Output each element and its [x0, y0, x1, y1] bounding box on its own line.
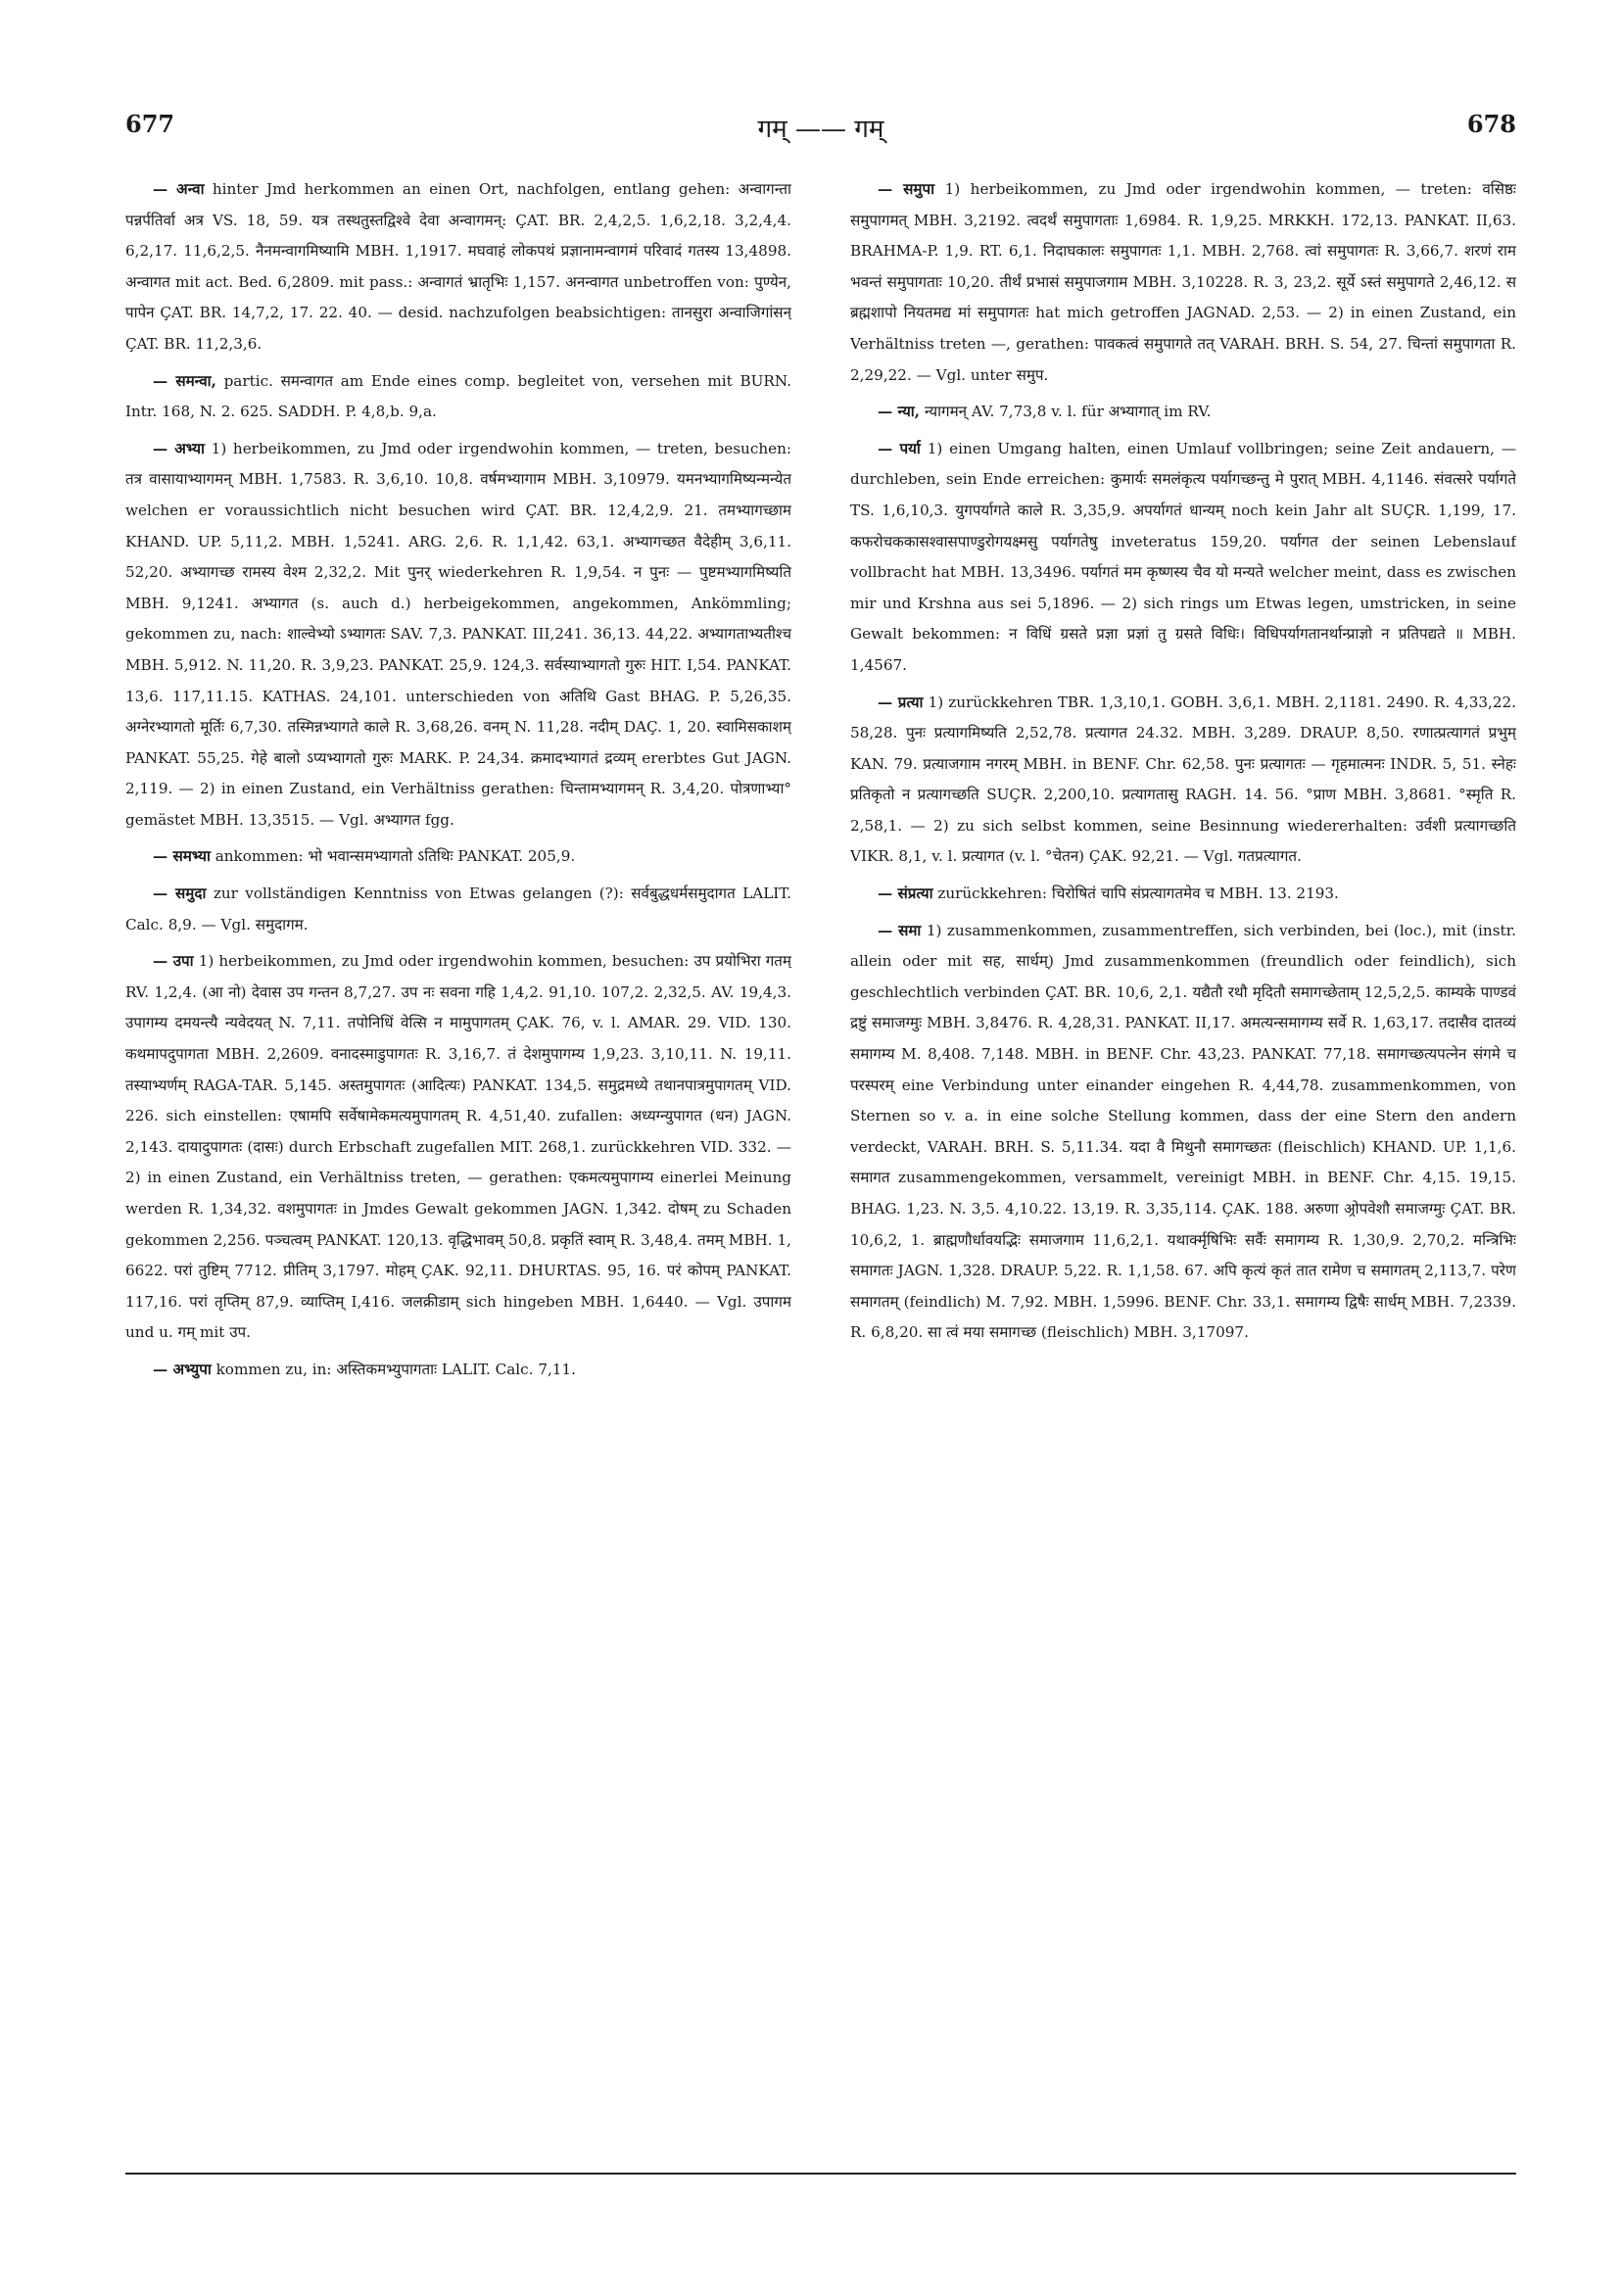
page-bottom-rule: [125, 2173, 1516, 2175]
entry-lemma: — अन्वा: [153, 180, 205, 198]
left-page-number: 677: [125, 110, 175, 138]
page-header: [125, 110, 1516, 149]
entry-lemma: — समभ्या: [153, 847, 211, 866]
entry-text: 1) zurückkehren TBR. 1,3,10,1. GOBH. 3,6,1. MBH. 2,1181. 2490. R. 4,33,22. 58,28. पुनः प्रत्यागमिष्यति 2,52,78. प्रत्यागत 24.32. MBH. 3,289. DRAUP. 8,50. रणात्प्रत्यागतं प्रभुम् KAN. 79. प्रत्याजगाम नगरम् MBH. in BENF. Chr. 62,58. पुनः प्रत्यागतः — गृहमात्मनः INDR. 5, 51. स्नेहः प्रतिकृतो न प्रत्यागच्छति SUÇR. 2,200,10. प्रत्यागतासु RAGH. 14. 56. °प्राण MBH. 3,8681. °स्मृति R. 2,58,1. — 2) zu sich selbst kommen, seine Besinnung wiedererhalten: उर्वशी प्रत्यागच्छति VIKR. 8,1, v. l. प्रत्यागत (v. l. °चेतन) ÇAK. 92,21. — Vgl. गतप्रत्यागत.: [850, 693, 1516, 866]
entry-lemma: — न्या,: [878, 403, 920, 421]
dictionary-entry: [850, 879, 1516, 910]
entry-lemma: — अभ्या: [153, 439, 205, 457]
entry-text: 1) herbeikommen, zu Jmd oder irgendwohin kommen, besuchen: उप प्रयोभिरा गतम् RV. 1,2,4. (आ नो) देवास उप गन्तन 8,7,27. उप नः सवना गहि 1,4,2. 91,10. 107,2. 2,32,5. AV. 19,4,3. उपागम्य दमयन्त्यै न्यवेदयत् N. 7,11. तपोनिधिं वेत्सि न मामुपागतम् ÇAK. 76, v. l. AMAR. 29. VID. 130. कथमापदुपागता MBH. 2,2609. वनादस्माडुपागतः R. 3,16,7. तं देशमुपागम्य 1,9,23. 3,10,11. N. 19,11. तस्याभ्यर्णम् RAGA-TAR. 5,145. अस्तमुपागतः (आदित्यः) PANKAT. 134,5. समुद्रमध्ये तथानपात्रमुपागतम् VID. 226. sich einstellen: एषामपि सर्वेषामेकमत्यमुपागतम् R. 4,51,40. zufallen: अध्यग्न्युपागत (धन) JAGN. 2,143. दायादुपागतः (दासः) durch Erbschaft zugefallen MIT. 268,1. zurückkehren VID. 332. — 2) in einen Zustand, ein Verhältniss treten, — gerathen: एकमत्यमुपागम्य einerlei Meinung werden R. 1,34,32. वशमुपागतः in Jmdes Gewalt gekommen JAGN. 1,342. दोषम् zu Schaden gekommen 2,256. पञ्चत्वम् PANKAT. 120,13. वृद्धिभावम् 50,8. प्रकृतिं स्वाम् R. 3,48,4. तमम् MBH. 1, 6622. परां तुष्टिम् 7712. प्रीतिम् 3,1797. मोहम् ÇAK. 92,11. DHURTAS. 95, 16. परं कोपम् PANKAT. 117,16. परां तृप्तिम् 87,9. व्याप्तिम् I,416. जलक्रीडाम् sich hingeben MBH. 1,6440. — Vgl. उपागम und u. गम् mit उप.: [125, 952, 791, 1342]
dictionary-entry: [125, 1355, 791, 1386]
right-column: [850, 174, 1516, 2124]
entry-lemma: — समुपा: [878, 180, 935, 198]
entry-lemma: — अभ्युपा: [153, 1360, 212, 1378]
entry-lemma: — पर्या: [878, 439, 921, 457]
entry-lemma: — संप्रत्या: [878, 885, 933, 903]
dictionary-entry: [850, 688, 1516, 874]
dictionary-entry: [125, 841, 791, 873]
entry-text: 1) zusammenkommen, zusammentreffen, sich verbinden, bei (loc.), mit (instr. allein oder mit सह, सार्धम्) Jmd zusammenkommen (freundlich oder feindlich), sich geschlechtlich verbinden ÇAT. BR. 10,6, 2,1. यद्यैतौ रथौ मृदितौ समागच्छेताम् 12,5,2,5. काम्यके पाण्डवं द्रष्टुं समाजग्मुः MBH. 3,8476. R. 4,28,31. PANKAT. II,17. अमत्यन्समागम्य सर्वे R. 1,63,17. तदासैव दातव्यं समागम्य M. 8,408. 7,148. MBH. in BENF. Chr. 43,23. PANKAT. 77,18. समागच्छत्यपत्नेन संगमे च परस्परम् eine Verbindung unter einander eingehen R. 4,44,78. zusammenkommen, von Sternen so v. a. in eine solche Stellung kommen, dass der eine Stern den andern verdeckt, VARAH. BRH. S. 5,11.34. यदा वै मिथुनौ समागच्छतः (fleischlich) KHAND. UP. 1,1,6. समागत zusammengekommen, versammelt, vereinigt MBH. in BENF. Chr. 4,15. 19,15. BHAG. 1,23. N. 3,5. 4,10.22. 13,19. R. 3,35,114. ÇAK. 188. अरुणा अ्रोपवेशौ समाजग्मुः ÇAT. BR. 10,6,2, 1. ब्राह्मणौर्धावयद्भिः समाजगाम 11,6,2,1. यथार्क्मृषिभिः सर्वैः समागम्य R. 1,30,9. 2,70,2. मन्त्रिभिः समागतः JAGN. 1,328. DRAUP. 5,22. R. 1,1,58. 67. अपि कृत्यं कृतं तात रामेण च समागतम् 2,113,7. परेण समागतम् (feindlich) M. 7,92. MBH. 1,5996. BENF. Chr. 33,1. समागम्य द्विषैः सार्धम् MBH. 7,2339. R. 6,8,20. सा त्वं मया समागच्छ (fleischlich) MBH. 3,17097.: [850, 921, 1516, 1342]
entry-text: 1) herbeikommen, zu Jmd oder irgendwohin kommen, — treten, besuchen: तत्र वासायाभ्यागमन् MBH. 1,7583. R. 3,6,10. 10,8. वर्षमभ्यागाम MBH. 3,10979. यमनभ्यागमिष्यन्मन्येत welchen er voraussichtlich nicht besuchen wird ÇAT. BR. 12,4,2,9. 21. तमभ्यागच्छाम KHAND. UP. 5,11,2. MBH. 1,5241. ARG. 2,6. R. 1,1,42. 63,1. अभ्यागच्छत वैदेहीम् 3,6,11. 52,20. अभ्यागच्छ रामस्य वेश्म 2,32,2. Mit पुनर् wiederkehren R. 1,9,54. न पुनः — पुष्टमभ्यागमिष्यति MBH. 9,1241. अभ्यागत (s. auch d.) herbeigekommen, angekommen, Ankömmling; gekommen zu, nach: शाल्वेभ्यो ऽभ्यागतः SAV. 7,3. PANKAT. III,241. 36,13. 44,22. अभ्यागताभ्यतीश्च MBH. 5,912. N. 11,20. R. 3,9,23. PANKAT. 25,9. 124,3. सर्वस्याभ्यागतो गुरुः HIT. I,54. PANKAT. 13,6. 117,11.15. KATHAS. 24,101. unterschieden von अतिथि Gast BHAG. P. 5,26,35. अग्नेरभ्यागतो मूर्तिः 6,7,30. तस्मिन्नभ्यागते काले R. 3,68,26. वनम् N. 11,28. नदीम् DAÇ. 1, 20. स्वामिसकाशम् PANKAT. 55,25. गेहे बालो ऽप्यभ्यागतो गुरुः MARK. P. 24,34. क्रमादभ्यागतं द्रव्यम् ererbtes Gut JAGN. 2,119. — 2) in einen Zustand, ein Verhältniss gerathen: चिन्तामभ्यागमन् R. 3,4,20. पोत्रणाभ्या° gemästet MBH. 13,3515. — Vgl. अभ्यागत fgg.: [125, 439, 791, 829]
dictionary-entry: [125, 434, 791, 837]
entry-text: ankommen: भो भवान्समभ्यागतो ऽतिथिः PANKAT. 205,9.: [215, 847, 576, 866]
entry-text: zur vollständigen Kenntniss von Etwas gelangen (?): सर्वबुद्धधर्मसमुदागत LALIT. Calc. 8,9. — Vgl. समुदागम.: [125, 885, 791, 933]
dictionary-entry: [850, 174, 1516, 391]
left-column: [125, 174, 791, 2124]
right-page-number: 678: [1466, 110, 1516, 138]
entry-lemma: — उपा: [153, 952, 194, 971]
entry-text: hinter Jmd herkommen an einen Ort, nachfolgen, entlang gehen: अन्वागन्ता पन्नर्पतिर्वा अत्र VS. 18, 59. यत्र तस्थतुस्तद्विश्वे देवा अन्वागमन्: ÇAT. BR. 2,4,2,5. 1,6,2,18. 3,2,4,4. 6,2,17. 11,6,2,5. नैनमन्वागमिष्यामि MBH. 1,1917. मघवाहं लोकपथं प्रज्ञानामन्वागमं परिवादं गतस्य 13,4898. अन्वागत mit act. Bed. 6,2809. mit pass.: अन्वागतं भ्रातृभिः 1,157. अनन्वागत unbetroffen von: पुण्येन, पापेन ÇAT. BR. 14,7,2, 17. 22. 40. — desid. nachzufolgen beabsichtigen: तानसुरा अन्वाजिगांसन् ÇAT. BR. 11,2,3,6.: [125, 180, 791, 353]
entry-text: zurückkehren: चिरोषितं चापि संप्रत्यागतमेव च MBH. 13. 2193.: [937, 885, 1339, 903]
entry-text: न्यागमन् AV. 7,73,8 v. l. für अभ्यागात् im RV.: [924, 403, 1212, 421]
dictionary-entry: [125, 879, 791, 940]
entry-text: kommen zu, in: अस्तिकमभ्युपागताः LALIT. Calc. 7,11.: [215, 1360, 576, 1378]
dictionary-entry: [125, 946, 791, 1349]
dictionary-entry: [850, 397, 1516, 428]
entry-lemma: — प्रत्या: [878, 693, 924, 711]
entry-text: partic. समन्वागत am Ende eines comp. begleitet von, versehen mit BURN. Intr. 168, N. 2. 625. SADDH. P. 4,8,b. 9,a.: [125, 371, 791, 421]
entry-text: 1) herbeikommen, zu Jmd oder irgendwohin kommen, — treten: वसिष्ठः समुपागमत् MBH. 3,2192. त्वदर्थं समुपागताः 1,6984. R. 1,9,25. MRKKH. 172,13. PANKAT. II,63. BRAHMA-P. 1,9. RT. 6,1. निदाघकालः समुपागतः 1,1. MBH. 2,768. त्वां समुपागतः R. 3,66,7. शरणं राम भवन्तं समुपागताः 10,20. तीर्थं प्रभासं समुपाजगाम MBH. 3,10228. R. 3, 23,2. सूर्ये ऽस्तं समुपागते 2,46,12. स ब्रह्मशापो नियतमद्य मां समुपागतः hat mich getroffen JAGNAD. 2,53. — 2) in einen Zustand, ein Verhältniss treten —, gerathen: पावकत्वं समुपागते तत् VARAH. BRH. S. 54, 27. चिन्तां समुपागता R. 2,29,22. — Vgl. unter समुप.: [850, 180, 1516, 384]
entry-lemma: — समुदा: [153, 885, 207, 903]
dictionary-entry: [125, 174, 791, 360]
dictionary-entry: [125, 366, 791, 428]
entry-lemma: — समन्वा,: [153, 371, 216, 390]
running-head: गम् —— गम्: [757, 115, 884, 144]
entry-text: 1) einen Umgang halten, einen Umlauf vollbringen; seine Zeit andauern, — durchleben, sein Ende erreichen: कुमार्यः समलंकृत्य पर्यागच्छन्तु मे पुरात् MBH. 4,1146. संवत्सरे पर्यागते TS. 1,6,10,3. युगपर्यागते काले R. 3,35,9. अपर्यागतं धान्यम् noch kein Jahr alt SUÇR. 1,199, 17. कफरोचककासश्वासपाण्डुरोगयक्ष्मसु पर्यागतेषु inveteratus 159,20. पर्यागत der seinen Lebenslauf vollbracht hat MBH. 13,3496. पर्यागतं मम कृष्णस्य चैव यो मन्यते welcher meint, dass es zwischen mir und Krshna aus sei 5,1896. — 2) sich rings um Etwas legen, umstricken, in seine Gewalt bekommen: न विधिं ग्रसते प्रज्ञा प्रज्ञां तु ग्रसते विधिः। विधिपर्यागतानर्थान्प्राज्ञो न प्रतिपद्यते ॥ MBH. 1,4567.: [850, 439, 1516, 674]
dictionary-entry: [850, 916, 1516, 1349]
dictionary-entry: [850, 434, 1516, 682]
entry-lemma: — समा: [878, 921, 922, 939]
